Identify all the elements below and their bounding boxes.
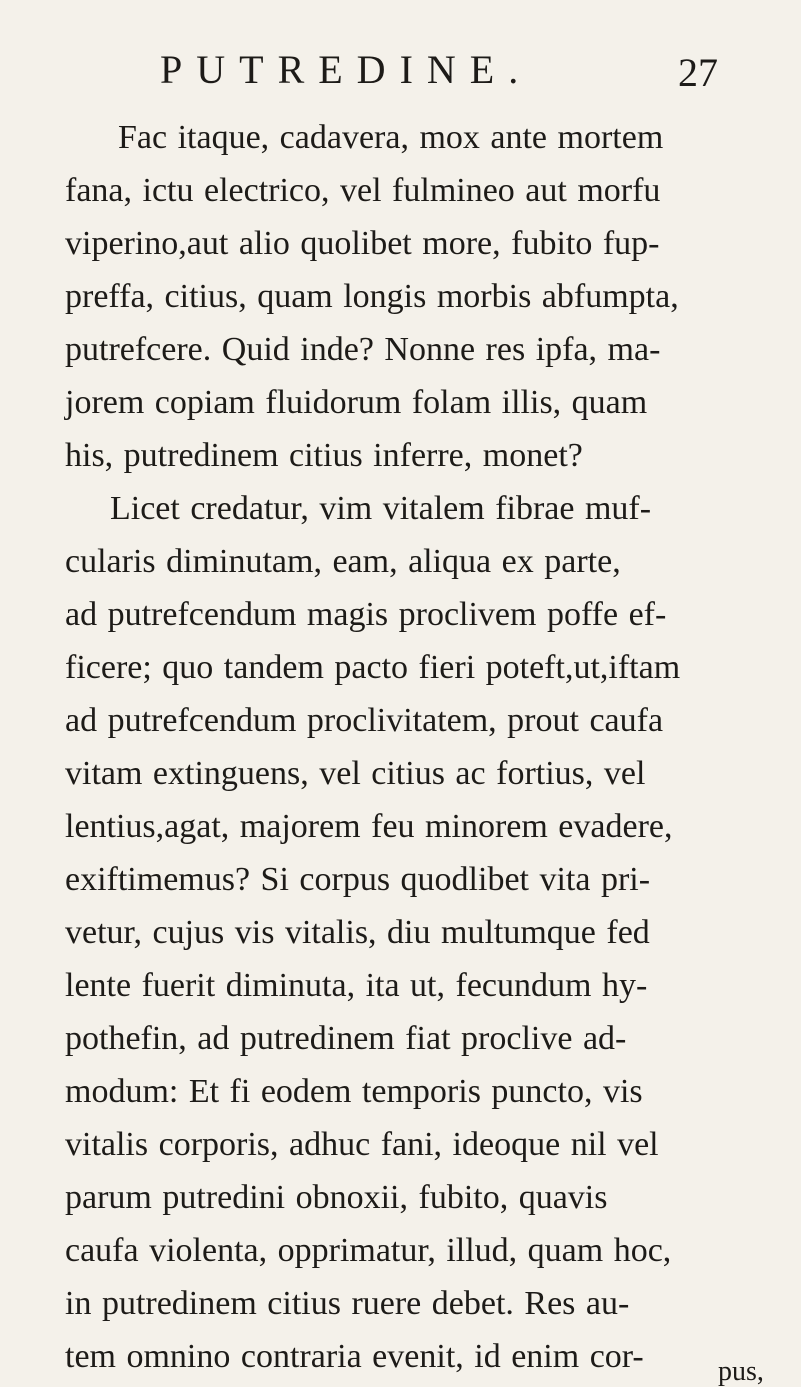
text-line: lentius,agat, majorem feu minorem evadere,	[65, 808, 673, 845]
catchword: pus,	[718, 1356, 764, 1387]
text-line: in putredinem citius ruere debet. Res au-	[65, 1285, 630, 1322]
text-line: modum: Et fi eodem temporis puncto, vis	[65, 1073, 643, 1110]
text-line: ficere; quo tandem pacto fieri poteft,ut,iftam	[65, 649, 681, 686]
text-line: ad putrefcendum magis proclivem poffe ef-	[65, 596, 667, 633]
text-line: fana, ictu electrico, vel fulmineo aut morfu	[65, 172, 661, 209]
text-line: jorem copiam fluidorum folam illis, quam	[65, 384, 648, 421]
text-line: Fac itaque, cadavera, mox ante mortem	[118, 119, 664, 156]
text-line: pothefin, ad putredinem fiat proclive ad-	[65, 1020, 627, 1057]
text-line: cularis diminutam, eam, aliqua ex parte,	[65, 543, 621, 580]
text-line: putrefcere. Quid inde? Nonne res ipfa, ma-	[65, 331, 661, 368]
running-title: PUTREDINE.	[160, 47, 533, 92]
text-line: parum putredini obnoxii, fubito, quavis	[65, 1179, 608, 1216]
text-line: caufa violenta, opprimatur, illud, quam hoc,	[65, 1232, 672, 1269]
text-line: vitalis corporis, adhuc fani, ideoque nil vel	[65, 1126, 659, 1163]
text-line: tem omnino contraria evenit, id enim cor-	[65, 1338, 644, 1375]
text-line: his, putredinem citius inferre, monet?	[65, 437, 583, 474]
page-number: 27	[678, 50, 718, 95]
text-line: Licet credatur, vim vitalem fibrae muf-	[110, 490, 652, 527]
text-line: viperino,aut alio quolibet more, fubito fup-	[65, 225, 660, 262]
text-line: exiftimemus? Si corpus quodlibet vita pri-	[65, 861, 651, 898]
text-line: lente fuerit diminuta, ita ut, fecundum hy-	[65, 967, 648, 1004]
text-line: preffa, citius, quam longis morbis abfumpta,	[65, 278, 679, 315]
text-line: ad putrefcendum proclivitatem, prout caufa	[65, 702, 664, 739]
text-line: vetur, cujus vis vitalis, diu multumque fed	[65, 914, 650, 951]
text-line: vitam extinguens, vel citius ac fortius, vel	[65, 755, 646, 792]
